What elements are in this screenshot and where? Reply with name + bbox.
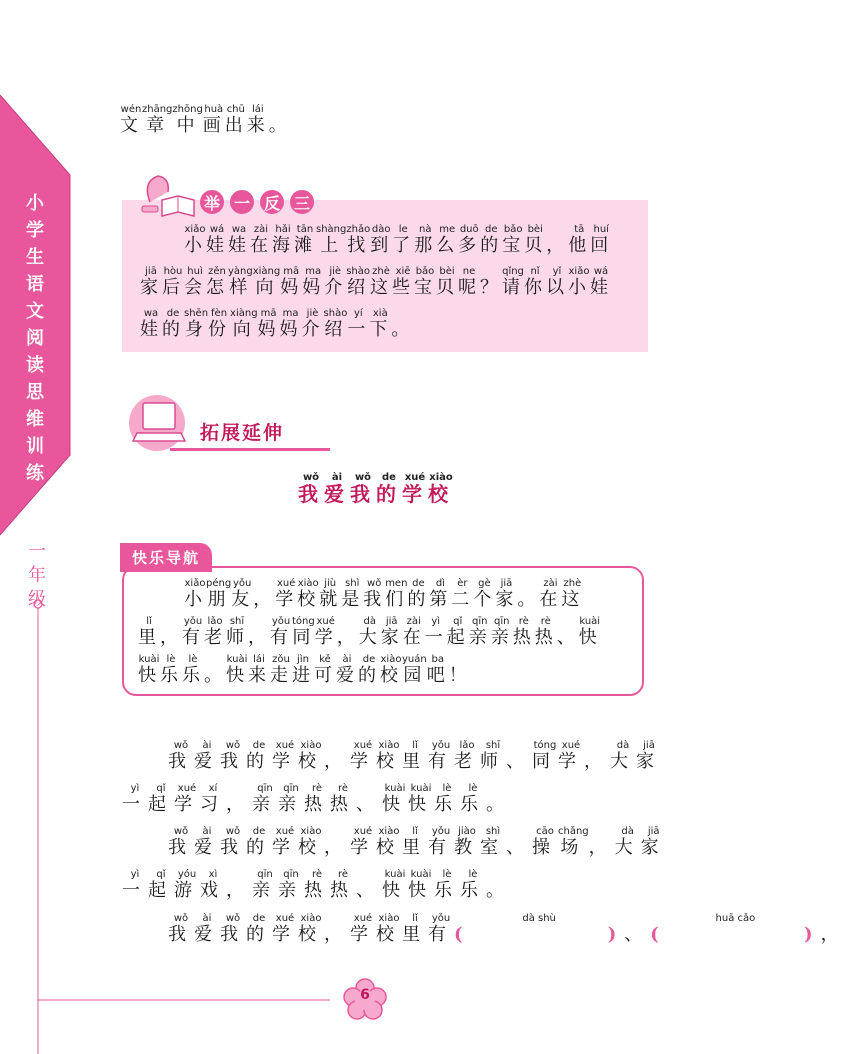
ruby-char: 的de <box>480 224 503 256</box>
ruby-char: 亲qīn <box>252 783 278 815</box>
ruby-char: 家jiā <box>636 740 662 772</box>
side-decoration <box>0 0 80 1054</box>
ruby-char: 学xué <box>350 826 376 858</box>
text-line <box>122 869 512 902</box>
ruby-char: 的de <box>246 740 272 772</box>
ruby-char: 向xiàng <box>252 266 281 298</box>
ruby-char: 快kuài <box>226 654 248 686</box>
ruby-char: 一yì <box>424 616 447 648</box>
text-line <box>184 578 583 611</box>
ruby-char: 向xiàng <box>230 308 258 340</box>
ruby-char: 同tóng <box>292 616 315 648</box>
ruby-char: 、 <box>556 627 579 648</box>
ruby-char: 介jiè <box>324 266 347 298</box>
ruby-char: 在zài <box>539 578 562 610</box>
ruby-char: 我wǒ <box>220 913 246 945</box>
ruby-char: 后hòu <box>162 266 184 298</box>
grade-label: 一年级 <box>28 541 46 610</box>
ruby-char: 请qǐng <box>502 266 524 298</box>
ruby-char: 了le <box>392 224 415 256</box>
ruby-char: 这zhè <box>561 578 584 610</box>
ruby-char: 大dà <box>610 740 636 772</box>
ruby-char: 乐lè <box>182 654 204 686</box>
ruby-char: 教jiào <box>454 826 480 858</box>
ruby-char: 找zhǎo <box>346 224 371 256</box>
ruby-char: 贝bèi <box>436 266 458 298</box>
extension-label <box>200 190 314 214</box>
ruby-char: 朋péng <box>206 578 232 610</box>
text-line <box>168 826 667 859</box>
ruby-char: 娃wá <box>590 266 612 298</box>
ruby-char: 家jiā <box>640 826 667 858</box>
ruby-char: 游yóu <box>174 869 200 901</box>
ruby-char: ， <box>324 837 350 858</box>
laptop-icon <box>125 393 195 453</box>
ruby-char: 。 <box>486 880 512 901</box>
ruby-char: 同tóng <box>532 740 558 772</box>
blank-close-paren: ) <box>804 924 821 945</box>
ruby-char: 的de <box>376 472 402 506</box>
ruby-char: ， <box>226 880 252 901</box>
ruby-char: 老lǎo <box>204 616 226 648</box>
ruby-char: 校xiào <box>376 826 402 858</box>
ruby-char: 的de <box>358 654 380 686</box>
ruby-char: ， <box>584 751 610 772</box>
ruby-char: 学xué <box>314 616 337 648</box>
ruby-char: 妈mā <box>257 308 280 340</box>
ruby-char: 有yǒu <box>428 913 454 945</box>
ruby-char: 校xiào <box>376 740 402 772</box>
ruby-char: 爱ài <box>194 826 220 858</box>
label-bubble: 一 <box>230 190 254 214</box>
ruby-char: 里lǐ <box>402 913 428 945</box>
ruby-char: 样yàng <box>228 266 253 298</box>
ruby-char: 起qǐ <box>148 869 174 901</box>
ruby-char: 学xué <box>272 913 298 945</box>
ruby-char: 进jìn <box>292 654 314 686</box>
ruby-char: 友yǒu <box>231 578 254 610</box>
ruby-char: 我wǒ <box>220 740 246 772</box>
ruby-char: ！ <box>448 665 471 686</box>
answer-blank[interactable]: huā cǎo <box>666 913 805 924</box>
ruby-char: 有yǒu <box>428 826 454 858</box>
fill-blank-line <box>168 913 847 946</box>
ruby-char: 、 <box>506 751 532 772</box>
text-line <box>140 266 612 299</box>
ruby-char: 有yǒu <box>270 616 292 648</box>
ruby-char: 在zài <box>250 224 272 256</box>
ruby-char: 乐lè <box>434 783 460 815</box>
ruby-char: 么me <box>436 224 459 256</box>
ruby-char: 妈ma <box>302 266 325 298</box>
ruby-char: 下xià <box>369 308 392 340</box>
ruby-char: ， <box>248 627 270 648</box>
ruby-char: 校xiào <box>428 472 454 506</box>
ruby-char: 娃wa <box>228 224 250 256</box>
ruby-char: 我wǒ <box>363 578 386 610</box>
ruby-char: 乐lè <box>460 783 486 815</box>
ruby-char: 学xué <box>275 578 298 610</box>
title-underline <box>170 448 330 451</box>
ruby-char: 亲qīn <box>278 869 304 901</box>
ruby-char: 、 <box>356 794 382 815</box>
ruby-char: 。 <box>204 665 226 686</box>
ruby-char: 的de <box>162 308 184 340</box>
ruby-char: 画huà <box>202 104 225 136</box>
page-number: 6 <box>360 987 370 1003</box>
ruby-char: 爱ài <box>336 654 358 686</box>
ruby-char: 热rè <box>304 783 330 815</box>
ruby-char: 校xiào <box>298 826 324 858</box>
ruby-char: 家jiā <box>495 578 518 610</box>
ruby-char: 里lǐ <box>138 616 160 648</box>
ruby-char: 妈ma <box>279 308 302 340</box>
text-line <box>138 616 601 649</box>
ruby-char: 介jiè <box>301 308 324 340</box>
ruby-char: 热rè <box>534 616 557 648</box>
ruby-char: 二èr <box>451 578 474 610</box>
ruby-char: 。 <box>268 115 291 136</box>
ruby-char: 走zǒu <box>270 654 292 686</box>
ruby-char: 贝bèi <box>524 224 547 256</box>
text-line <box>168 740 662 773</box>
ruby-char: 他tā <box>568 224 591 256</box>
ruby-char: 校xiào <box>298 913 324 945</box>
text-line <box>140 308 413 341</box>
text-line <box>122 783 512 816</box>
ruby-char: 绍shào <box>323 308 348 340</box>
label-bubble: 三 <box>290 190 314 214</box>
ruby-char: 来lái <box>246 104 269 136</box>
ruby-char: 滩tān <box>294 224 316 256</box>
ruby-char: 呢ne <box>458 266 480 298</box>
ruby-char: 快kuài <box>408 869 434 901</box>
ruby-char: 中zhōng <box>172 104 203 136</box>
ruby-char: 亲qīn <box>278 783 304 815</box>
ruby-char: 些xiē <box>392 266 414 298</box>
ruby-char: 份fèn <box>208 308 231 340</box>
ruby-char: 的de <box>246 913 272 945</box>
ruby-char: 的de <box>246 826 272 858</box>
ruby-char: 、 <box>506 837 532 858</box>
text-line <box>120 104 291 137</box>
ruby-char: 第dì <box>429 578 452 610</box>
ruby-char: 里lǐ <box>402 826 428 858</box>
ruby-char: 、 <box>356 880 382 901</box>
label-bubble: 举 <box>200 190 224 214</box>
ruby-char: 就jiù <box>319 578 342 610</box>
guide-label: 快乐导航 <box>120 543 212 572</box>
ruby-char: 亲qīn <box>468 616 491 648</box>
ruby-char: 我wǒ <box>168 826 194 858</box>
ruby-char: 我wǒ <box>220 826 246 858</box>
text-line <box>184 224 612 257</box>
ruby-char: 亲qīn <box>252 869 278 901</box>
ruby-char: 多duō <box>458 224 481 256</box>
ruby-char: 学xué <box>402 472 428 506</box>
ruby-char: 我wǒ <box>168 740 194 772</box>
ruby-char: 习xí <box>200 783 226 815</box>
ruby-char: ， <box>226 794 252 815</box>
ruby-char: 园yuán <box>402 654 427 686</box>
ruby-char: ， <box>324 751 350 772</box>
ruby-char: 。 <box>517 589 540 610</box>
blank-open-paren: ( <box>650 924 667 945</box>
answer-blank[interactable]: dà shù <box>470 913 608 924</box>
ruby-char: 到dào <box>370 224 393 256</box>
ruby-char: 妈mā <box>280 266 303 298</box>
ruby-char: 娃wá <box>206 224 228 256</box>
ruby-char: 一yì <box>122 869 148 901</box>
ruby-char: 快kuài <box>382 869 408 901</box>
ruby-char: 大dà <box>614 826 641 858</box>
ruby-char: 学xué <box>558 740 584 772</box>
ruby-char: 家jiā <box>380 616 403 648</box>
separator: 、 <box>624 924 651 945</box>
blank-close-paren: ) <box>607 924 625 945</box>
ruby-char: 上shàng <box>316 224 347 256</box>
ruby-char: 有yǒu <box>428 740 454 772</box>
ruby-char: 们men <box>385 578 408 610</box>
ruby-char: 学xué <box>174 783 200 815</box>
ruby-char: 校xiào <box>376 913 402 945</box>
ruby-char: 出chū <box>224 104 247 136</box>
ruby-char: 乐lè <box>160 654 182 686</box>
ruby-char: 热rè <box>304 869 330 901</box>
ruby-char: 怎zěn <box>206 266 228 298</box>
ruby-char: 操cāo <box>532 826 558 858</box>
ruby-char: 绍shào <box>346 266 371 298</box>
ruby-char: 校xiào <box>297 578 320 610</box>
ruby-char: 师shī <box>226 616 248 648</box>
text-line <box>138 654 471 687</box>
ruby-char: ， <box>546 235 569 256</box>
ruby-char: 乐lè <box>434 869 460 901</box>
ruby-char: 是shì <box>341 578 364 610</box>
ruby-char: 戏xì <box>200 869 226 901</box>
ruby-char: 这zhè <box>370 266 392 298</box>
ruby-char: 场chǎng <box>558 826 589 858</box>
ruby-char: 小xiǎo <box>568 266 590 298</box>
ruby-char: 吧ba <box>426 654 449 686</box>
ruby-char: ， <box>324 924 350 945</box>
ruby-char: 有yǒu <box>182 616 204 648</box>
ruby-char: 学xué <box>272 740 298 772</box>
ruby-char: 。 <box>391 319 414 340</box>
ruby-char: 快kuài <box>382 783 408 815</box>
ruby-char: 我wǒ <box>168 913 194 945</box>
ruby-char: 。 <box>486 794 512 815</box>
article-title <box>298 472 454 507</box>
ruby-char: 学xué <box>350 740 376 772</box>
end-punct: ， <box>820 924 847 945</box>
ruby-char: 爱ài <box>324 472 350 506</box>
ruby-char: 大dà <box>358 616 381 648</box>
ruby-char: ， <box>253 589 276 610</box>
ruby-char: 我wǒ <box>298 472 324 506</box>
ruby-char: 文wén <box>120 104 142 136</box>
ruby-char: 快kuài <box>578 616 601 648</box>
ruby-char: 个gè <box>473 578 496 610</box>
ruby-char: 可kě <box>314 654 336 686</box>
ruby-char: 爱ài <box>194 740 220 772</box>
ruby-char: 校xiào <box>380 654 402 686</box>
ruby-char: 热rè <box>330 869 356 901</box>
ruby-char: 在zài <box>402 616 425 648</box>
ruby-char: 小xiǎo <box>184 224 206 256</box>
ruby-char: 海hǎi <box>272 224 294 256</box>
ruby-char: 爱ài <box>194 913 220 945</box>
ruby-char: ？ <box>480 277 502 298</box>
ruby-char: 热rè <box>512 616 535 648</box>
ruby-char: 快kuài <box>138 654 160 686</box>
ruby-char: 宝bǎo <box>414 266 436 298</box>
ruby-char: 起qǐ <box>148 783 174 815</box>
ruby-char: 一yí <box>347 308 370 340</box>
ruby-char: 师shī <box>480 740 506 772</box>
ruby-char: 一yì <box>122 783 148 815</box>
lamp-book-icon <box>132 172 202 222</box>
ruby-char: 会huì <box>184 266 206 298</box>
ruby-char: 校xiào <box>298 740 324 772</box>
ruby-char: 学xué <box>272 826 298 858</box>
book-title: 小学生语文阅读思维训练 <box>26 193 44 484</box>
ruby-char: 乐lè <box>460 869 486 901</box>
ruby-char: 我wǒ <box>350 472 376 506</box>
ruby-char: 娃wa <box>140 308 162 340</box>
ruby-char: 以yǐ <box>546 266 568 298</box>
ruby-char: 章zhāng <box>142 104 173 136</box>
ruby-char: 你nǐ <box>524 266 546 298</box>
ruby-char: 那nà <box>414 224 437 256</box>
ruby-char: 身shēn <box>184 308 209 340</box>
ruby-char: 起qǐ <box>446 616 469 648</box>
ruby-char: 学xué <box>350 913 376 945</box>
ruby-char: 快kuài <box>408 783 434 815</box>
ruby-char: 家jiā <box>140 266 162 298</box>
ruby-char: 亲qīn <box>490 616 513 648</box>
section-title: 拓展延伸 <box>200 422 285 444</box>
label-bubble: 反 <box>260 190 284 214</box>
blank-open-paren: ( <box>454 924 471 945</box>
ruby-char: 室shì <box>480 826 506 858</box>
ruby-char: 小xiǎo <box>184 578 206 610</box>
ruby-char: 来lái <box>248 654 270 686</box>
ruby-char: 热rè <box>330 783 356 815</box>
ruby-char: 老lǎo <box>454 740 480 772</box>
ruby-char: ， <box>588 837 615 858</box>
ruby-char: 回huí <box>590 224 613 256</box>
ruby-char: 宝bǎo <box>502 224 525 256</box>
ruby-char: 里lǐ <box>402 740 428 772</box>
ruby-char: 的de <box>407 578 430 610</box>
ruby-char: ， <box>336 627 359 648</box>
ruby-char: ， <box>160 627 182 648</box>
